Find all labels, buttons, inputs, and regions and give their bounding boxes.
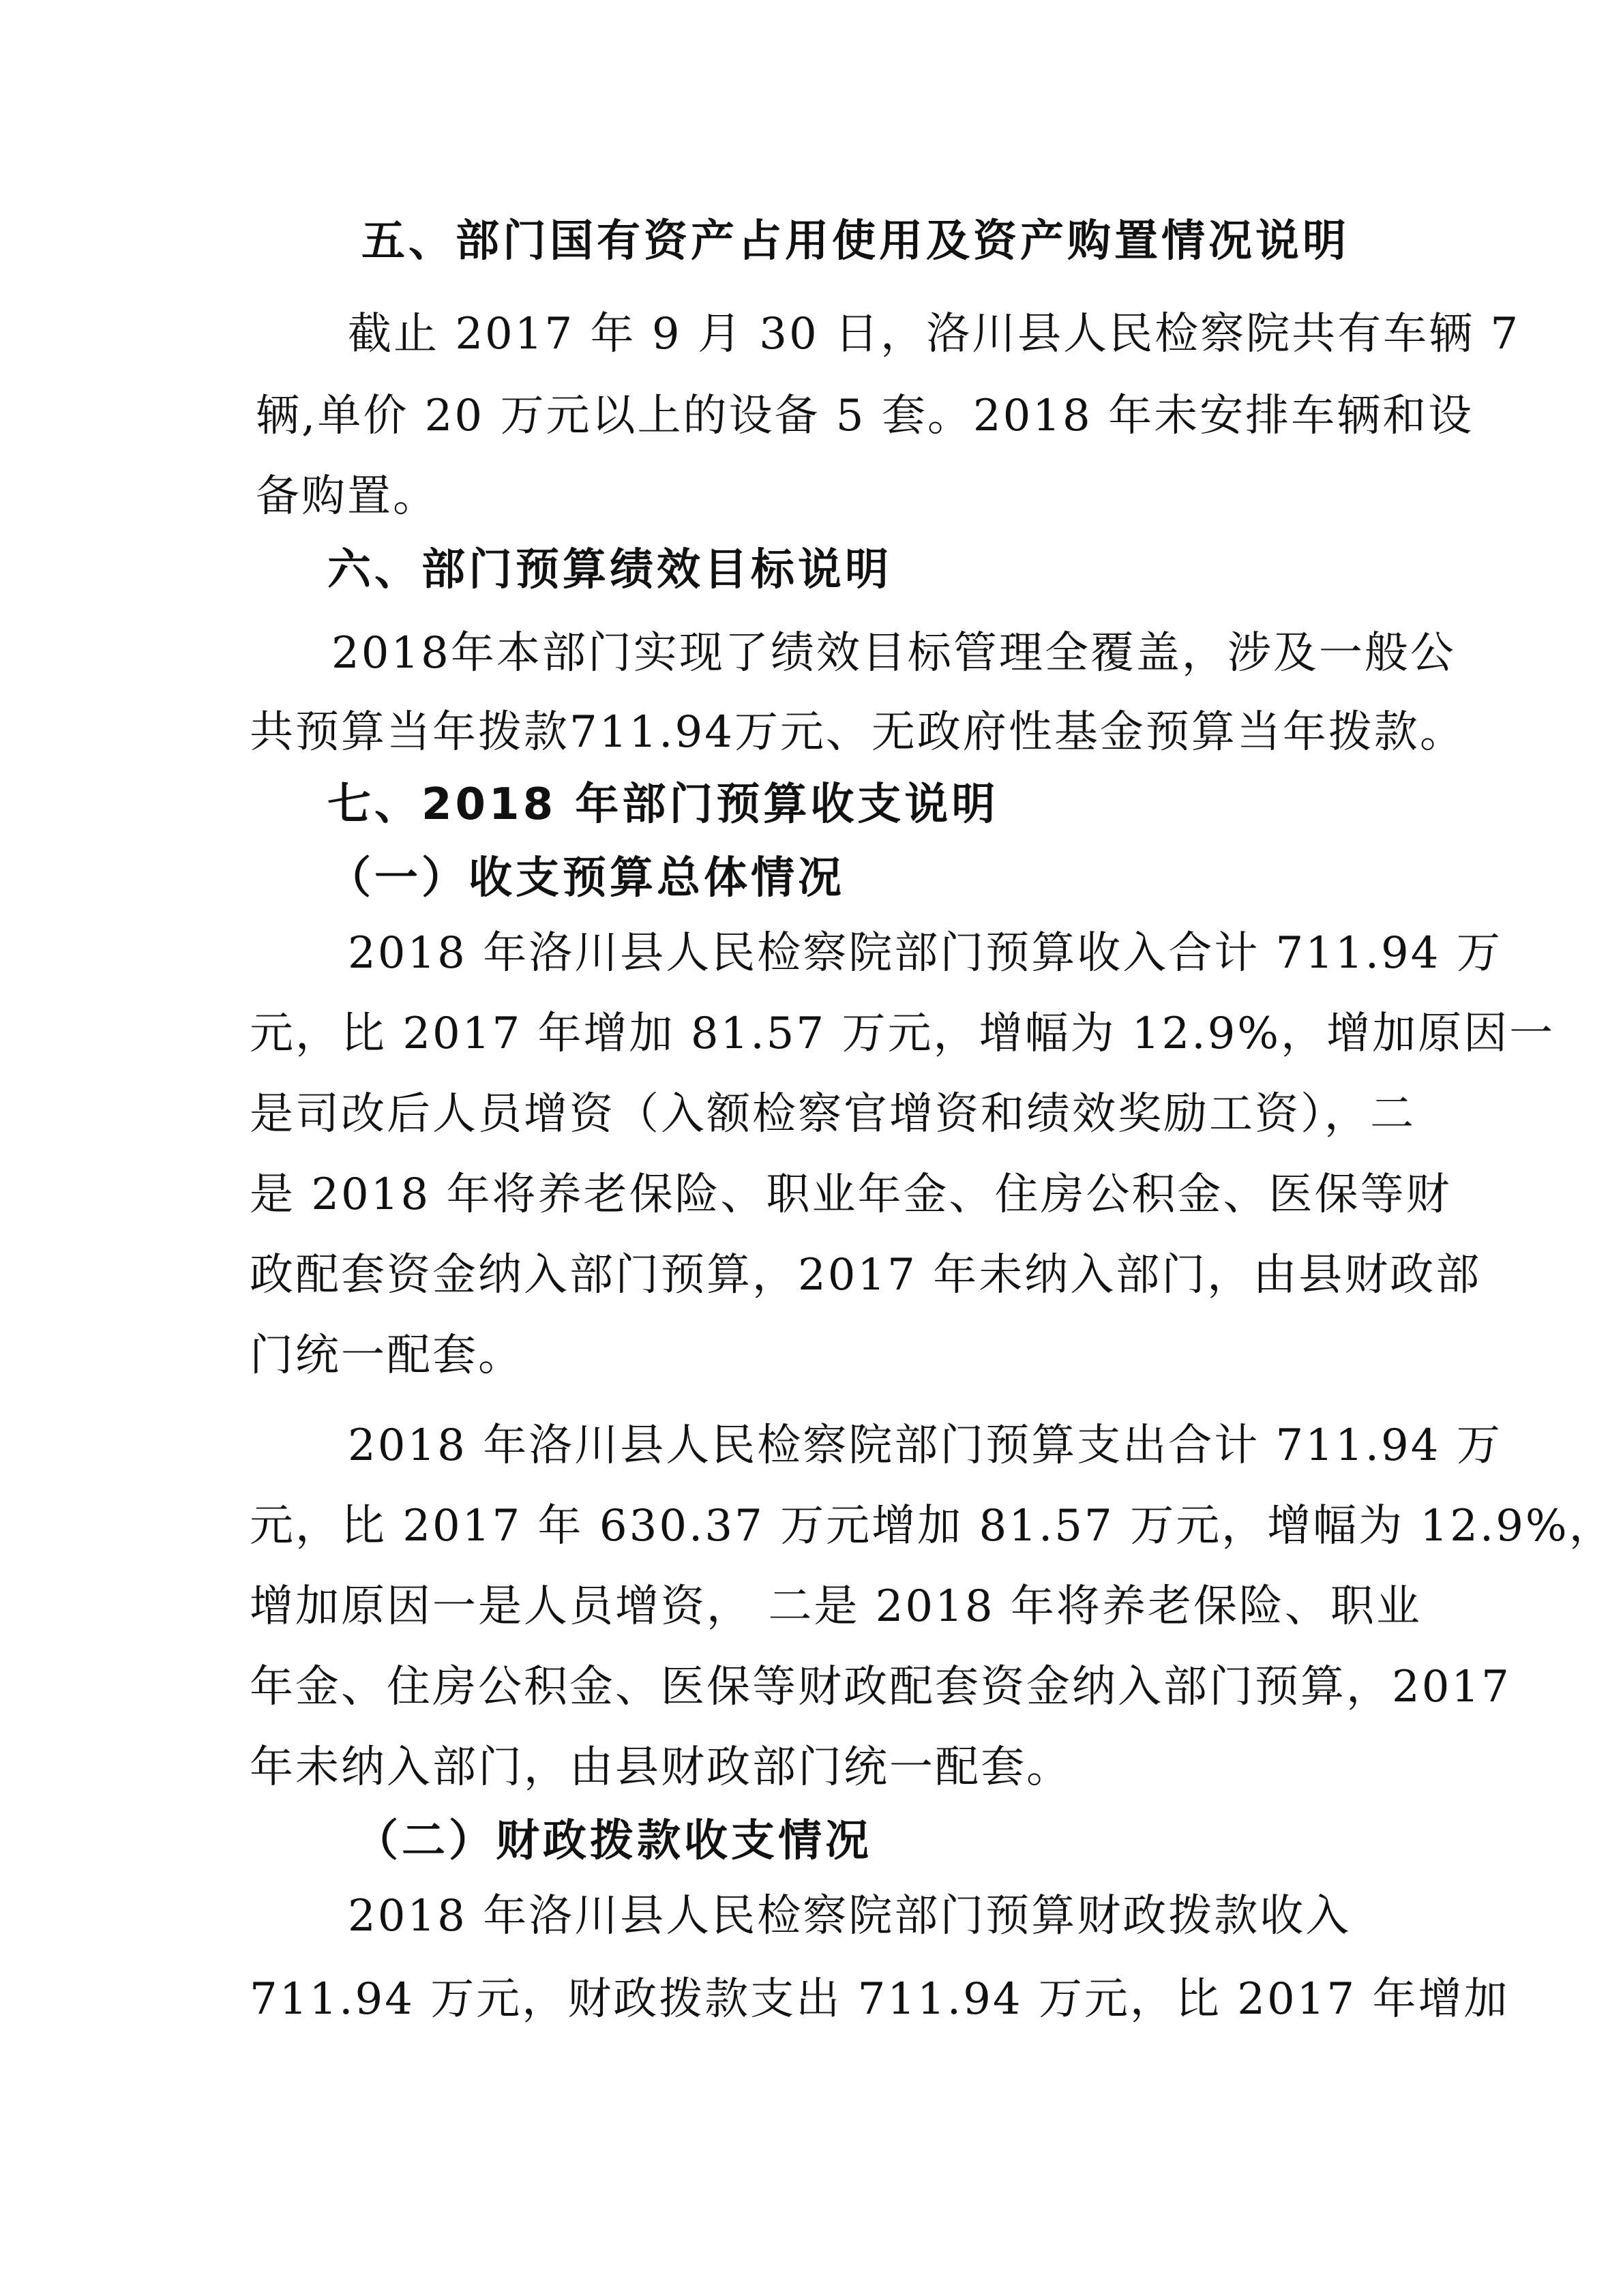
paragraph-line: 政配套资金纳入部门预算，2017 年未纳入部门，由县财政部 [250, 1250, 1482, 1300]
section-heading-asset-usage: 五、部门国有资产占用使用及资产购置情况说明 [361, 216, 1350, 267]
paragraph-line: 截止 2017 年 9 月 30 日，洛川县人民检察院共有车辆 7 [348, 309, 1521, 359]
paragraph-line: 年金、住房公积金、医保等财政配套资金纳入部门预算，2017 [250, 1662, 1511, 1712]
paragraph-line: 备购置。 [256, 471, 438, 522]
section-heading-performance-goals: 六、部门预算绩效目标说明 [327, 545, 892, 595]
paragraph-line: 元，比 2017 年 630.37 万元增加 81.57 万元，增幅为 12.9%， [250, 1501, 1615, 1551]
subsection-heading-fiscal-appropriation: （二）财政拨款收支情况 [355, 1816, 872, 1866]
subsection-heading-overall: （一）收支预算总体情况 [327, 853, 845, 904]
paragraph-line: 门统一配套。 [250, 1330, 524, 1381]
paragraph-line: 共预算当年拨款711.94万元、无政府性基金预算当年拨款。 [250, 707, 1465, 758]
paragraph-line: 是 2018 年将养老保险、职业年金、住房公积金、医保等财 [250, 1169, 1452, 1220]
paragraph-line: 2018年本部门实现了绩效目标管理全覆盖，涉及一般公 [331, 628, 1456, 679]
paragraph-line: 元，比 2017 年增加 81.57 万元，增幅为 12.9%，增加原因一 [250, 1009, 1555, 1059]
paragraph-line: 2018 年洛川县人民检察院部门预算支出合计 711.94 万 [348, 1420, 1502, 1471]
paragraph-line: 是司改后人员增资（入额检察官增资和绩效奖励工资），二 [250, 1089, 1416, 1139]
paragraph-line: 增加原因一是人员增资， 二是 2018 年将养老保险、职业 [250, 1581, 1422, 1632]
paragraph-line: 711.94 万元，财政拨款支出 711.94 万元，比 2017 年增加 [250, 1974, 1510, 2025]
paragraph-line: 年未纳入部门，由县财政部门统一配套。 [250, 1742, 1072, 1793]
paragraph-line: 2018 年洛川县人民检察院部门预算财政拨款收入 [348, 1891, 1352, 1941]
paragraph-line: 辆,单价 20 万元以上的设备 5 套。2018 年未安排车辆和设 [256, 391, 1474, 441]
section-heading-budget-revenue-expenditure: 七、2018 年部门预算收支说明 [327, 779, 999, 830]
paragraph-line: 2018 年洛川县人民检察院部门预算收入合计 711.94 万 [348, 928, 1502, 979]
